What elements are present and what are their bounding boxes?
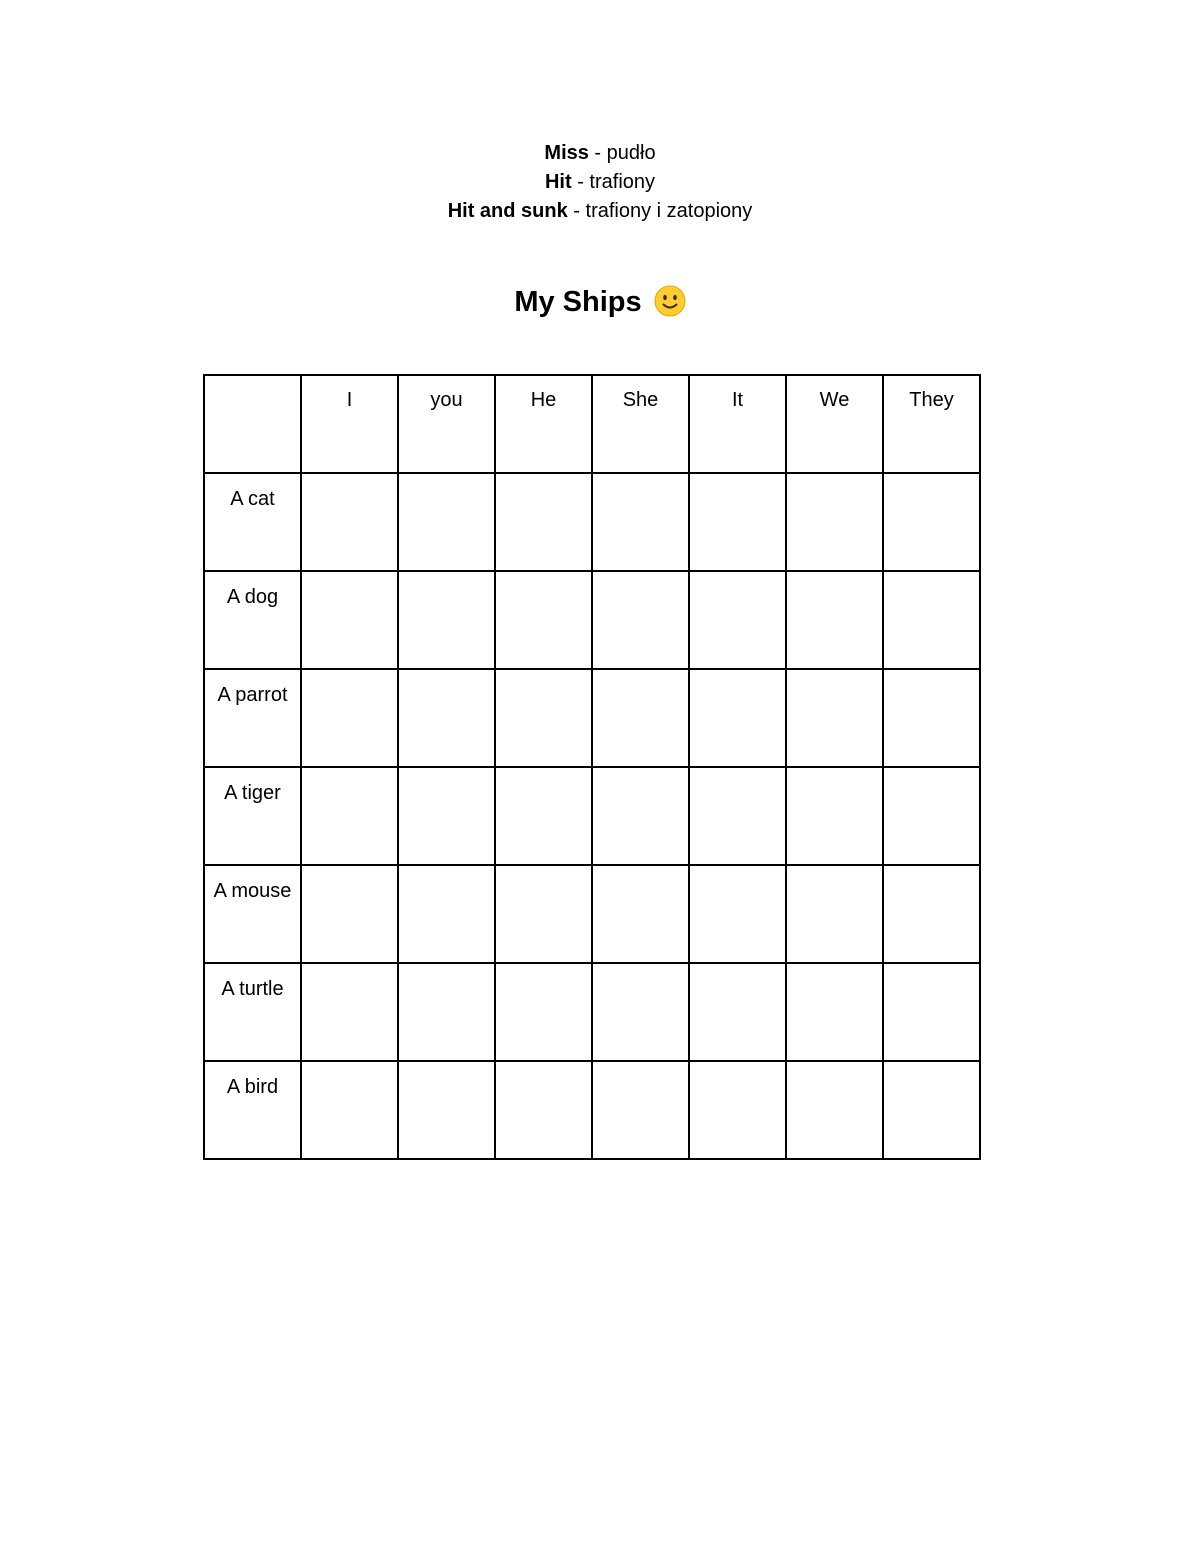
grid-cell[interactable] [398,963,495,1061]
grid-cell[interactable] [592,669,689,767]
legend-line-miss [0,139,1200,168]
grid-cell[interactable] [398,473,495,571]
grid-cell[interactable] [883,865,980,963]
grid-cell[interactable] [689,1061,786,1159]
grid-column-header [592,375,689,473]
column-header-label: We [819,389,850,411]
grid-cell[interactable] [301,473,398,571]
row-header-label: A tiger [224,782,281,804]
ships-grid [203,374,981,1160]
legend-line-hit-and-sunk [0,197,1200,226]
legend-separator: - [567,200,586,222]
grid-cell[interactable] [883,767,980,865]
grid-cell[interactable] [592,767,689,865]
column-header-label: She [622,389,659,411]
grid-cell[interactable] [495,963,592,1061]
grid-row [204,1061,980,1159]
grid-cell[interactable] [689,669,786,767]
grid-cell[interactable] [495,669,592,767]
row-header-label: A parrot [217,684,288,706]
grid-row-header [204,473,301,571]
grid-column-header [495,375,592,473]
grid-cell[interactable] [689,473,786,571]
grid-cell[interactable] [398,571,495,669]
grid-column-header [301,375,398,473]
page-title-text: My Ships [514,286,642,318]
legend-translation: trafiony i zatopiony [585,200,753,222]
grid-row-header [204,571,301,669]
column-header-label: They [909,389,954,411]
grid-cell[interactable] [786,865,883,963]
grid-cell[interactable] [689,571,786,669]
grid-cell[interactable] [592,473,689,571]
grid-row [204,865,980,963]
grid-cell[interactable] [883,963,980,1061]
grid-row-header [204,1061,301,1159]
grid-cell[interactable] [495,473,592,571]
legend-line-hit [0,168,1200,197]
grid-cell[interactable] [883,1061,980,1159]
grid-cell[interactable] [689,963,786,1061]
grid-cell[interactable] [301,963,398,1061]
grid-cell[interactable] [786,473,883,571]
grid-cell[interactable] [301,865,398,963]
legend-translation: trafiony [589,171,656,193]
grid-row-header [204,767,301,865]
grid-cell[interactable] [689,767,786,865]
column-header-label: I [346,389,353,411]
grid-cell[interactable] [786,571,883,669]
grid-cell[interactable] [592,865,689,963]
grid-cell[interactable] [301,767,398,865]
legend-term: Miss [544,142,589,164]
column-header-label: He [530,389,557,411]
grid-cell[interactable] [883,669,980,767]
grid-row [204,669,980,767]
grid-row [204,571,980,669]
grid-cell[interactable] [301,571,398,669]
page-title [0,280,1200,324]
grid-column-header [398,375,495,473]
grid-row [204,767,980,865]
grid-row-header [204,963,301,1061]
grid-cell[interactable] [398,865,495,963]
grid-column-header [786,375,883,473]
grid-cell[interactable] [883,571,980,669]
legend [0,139,1200,226]
grid-cell[interactable] [495,767,592,865]
grid-cell[interactable] [398,767,495,865]
row-header-label: A mouse [213,880,292,902]
row-header-label: A cat [230,488,275,510]
grid-cell[interactable] [495,1061,592,1159]
column-header-label: you [430,389,463,411]
grid-column-header [883,375,980,473]
grid-cell[interactable] [495,571,592,669]
legend-separator: - [588,142,607,164]
grid-row [204,963,980,1061]
grid-row-header [204,865,301,963]
ships-grid-body [204,375,980,1159]
grid-corner-cell [204,375,301,473]
grid-cell[interactable] [398,1061,495,1159]
legend-term: Hit [544,171,572,193]
grid-cell[interactable] [592,571,689,669]
grid-row [204,473,980,571]
grid-cell[interactable] [301,1061,398,1159]
grid-header-row [204,375,980,473]
legend-translation: pudło [606,142,656,164]
grid-cell[interactable] [786,1061,883,1159]
legend-separator: - [571,171,590,193]
grid-cell[interactable] [398,669,495,767]
grid-cell[interactable] [786,963,883,1061]
grid-cell[interactable] [883,473,980,571]
slightly-smiling-face-icon [654,285,686,317]
column-header-label: It [731,389,744,411]
grid-row-header [204,669,301,767]
row-header-label: A dog [226,586,279,608]
grid-cell[interactable] [495,865,592,963]
grid-cell[interactable] [592,963,689,1061]
row-header-label: A bird [226,1076,279,1098]
row-header-label: A turtle [221,978,284,1000]
grid-cell[interactable] [689,865,786,963]
grid-cell[interactable] [786,767,883,865]
grid-cell[interactable] [786,669,883,767]
grid-cell[interactable] [592,1061,689,1159]
grid-cell[interactable] [301,669,398,767]
legend-term: Hit and sunk [447,200,568,222]
grid-column-header [689,375,786,473]
